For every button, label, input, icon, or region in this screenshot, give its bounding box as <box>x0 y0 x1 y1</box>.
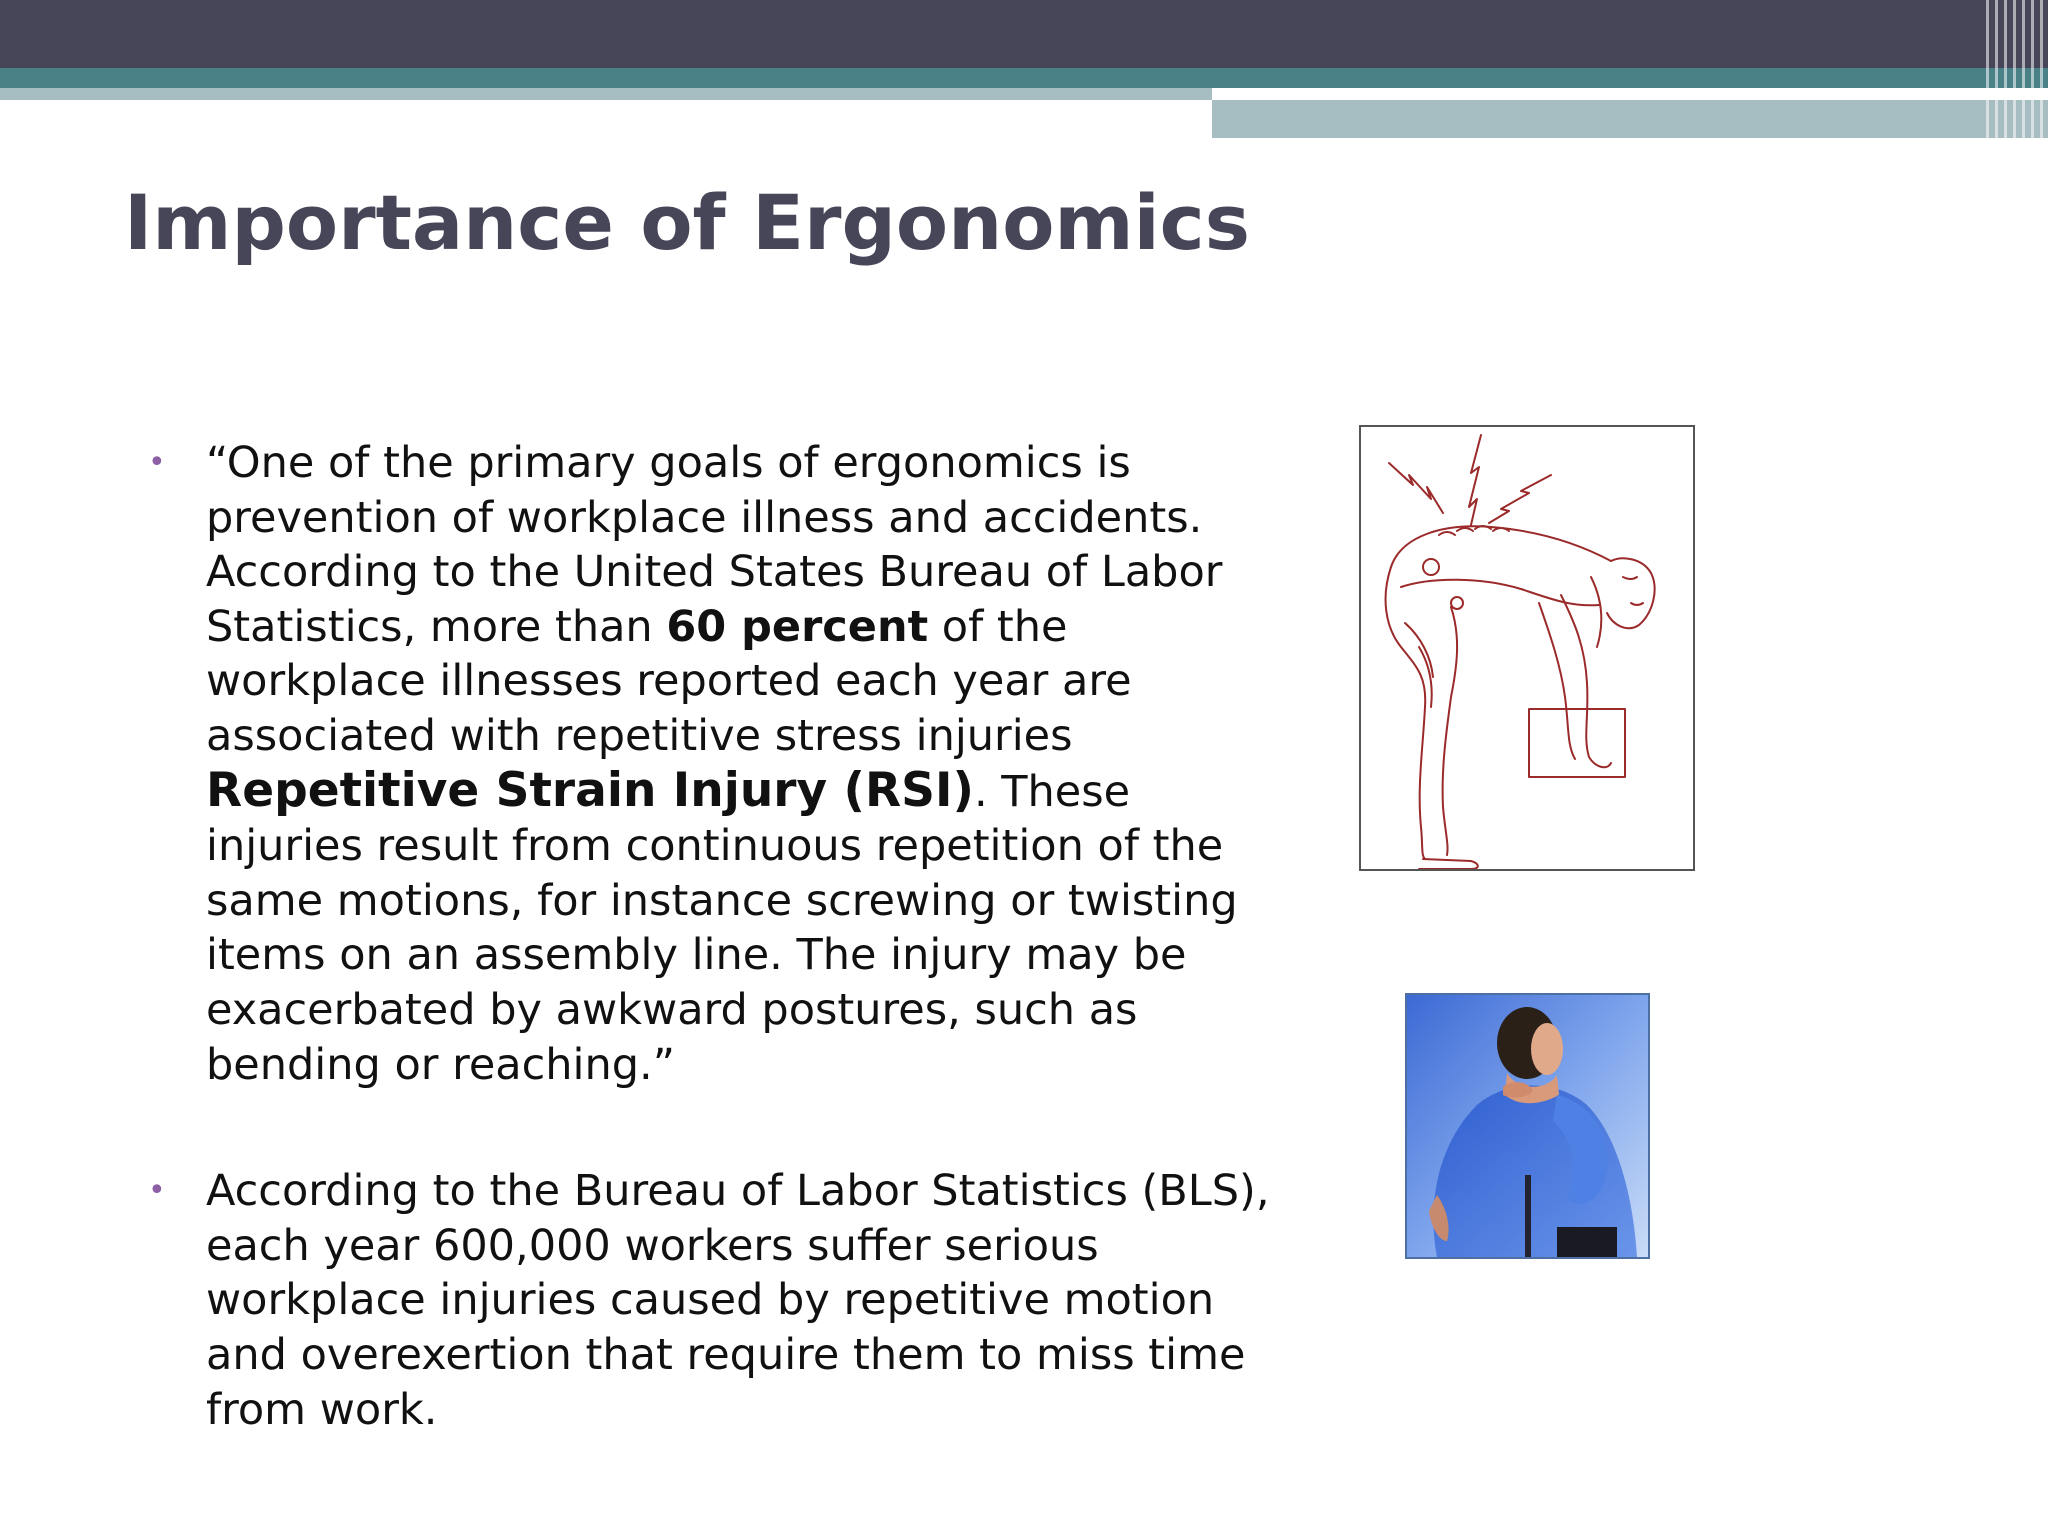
bullet-text-part: of the workplace illnesses reported each year are associated with repetitive stress injuries <box>206 601 1132 761</box>
bullet-item-1 <box>146 436 1296 1092</box>
banner-light-band-left <box>0 88 1212 100</box>
bullet-item-2 <box>146 1164 1296 1437</box>
bullet-text: According to the Bureau of Labor Statistics (BLS), each year 600,000 workers suffer serious workplace injuries caused by repetitive motion and overexertion that require them to miss time from work. <box>206 1166 1270 1435</box>
bullet-marker: • <box>148 1173 166 1209</box>
neck-pain-photo-icon <box>1407 995 1648 1257</box>
slide-title: Importance of Ergonomics <box>124 178 1250 267</box>
bullet-bold-stat: 60 percent <box>666 601 929 652</box>
bullet-marker: • <box>148 445 166 480</box>
bullet-bold-term: Repetitive Strain Injury (RSI) <box>206 762 974 818</box>
banner-dark-band <box>0 0 2048 68</box>
banner-light-band-right <box>1212 100 2048 138</box>
banner-stripes <box>1986 0 2048 138</box>
bullet-text-part: . These injuries result from continuous repetition of the same motions, for instance screwing or twisting items on an assembly line. The injury may be exacerbated by awkward postures, such as bending or reaching.” <box>206 766 1238 1090</box>
back-pain-illustration-icon <box>1361 427 1693 869</box>
bullet-text-part: “One of the primary goals of ergonomics is prevention of workplace illness and accidents. According to the United States Bureau of Labor Statistics, more than <box>206 438 1223 652</box>
bullet-list <box>146 436 1296 1437</box>
banner-teal-band <box>0 68 2048 88</box>
bending-worker-illustration <box>1359 425 1695 871</box>
man-back-pain-photo <box>1405 993 1650 1259</box>
